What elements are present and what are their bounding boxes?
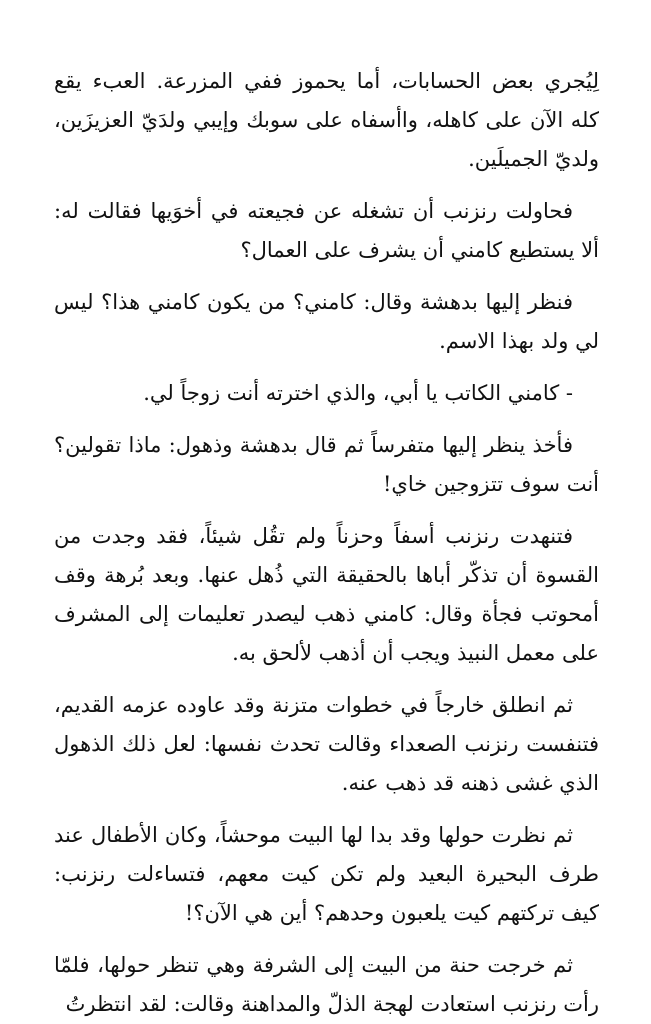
- paragraph: فتنهدت رنزنب أسفاً وحزناً ولم تقُل شيئاً، فقد وجدت من القسوة أن تذكّر أباها بالحقيقة التي ذُهل عنها. وبعد بُرهة وقف أمحوتب فجأة وقال: كامني ذهب ليصدر تعليمات إلى المشرف على معمل النبيذ ويجب أن أذهب لألحق به.: [54, 524, 599, 665]
- paragraph: فأخذ ينظر إليها متفرساً ثم قال بدهشة وذهول: ماذا تقولين؟ أنت سوف تتزوجين خاي!: [54, 433, 599, 496]
- paragraph: لِيُجري بعض الحسابات، أما يحموز ففي المزرعة. العبء يقع كله الآن على كاهله، واأسفاه على سوبك وإيبي ولدَيّ العزيزَين، ولديّ الجميلَين.: [54, 69, 599, 171]
- paragraph: فحاولت رنزنب أن تشغله عن فجيعته في أخوَيها فقالت له: ألا يستطيع كامني أن يشرف على العمال؟: [54, 199, 599, 262]
- dialogue-line: - كامني الكاتب يا أبي، والذي اخترته أنت زوجاً لي.: [143, 381, 573, 405]
- paragraph: ثم نظرت حولها وقد بدا لها البيت موحشاً، وكان الأطفال عند طرف البحيرة البعيد ولم تكن كيت معهم، فتساءلت رنزنب: كيف تركتهم كيت يلعبون وحدهم؟ أين هي الآن؟!: [54, 823, 599, 925]
- paragraph: فنظر إليها بدهشة وقال: كامني؟ من يكون كامني هذا؟ ليس لي ولد بهذا الاسم.: [54, 290, 599, 353]
- paragraph: ثم خرجت حنة من البيت إلى الشرفة وهي تنظر حولها، فلمّا رأت رنزنب استعادت لهجة الذلّ والمداهنة وقالت: لقد انتظرتُ: [54, 953, 599, 1016]
- paragraph: ثم انطلق خارجاً في خطوات متزنة وقد عاوده عزمه القديم، فتنفست رنزنب الصعداء وقالت تحدث نفسها: لعل ذلك الذهول الذي غشى ذهنه قد ذهب عنه.: [54, 693, 599, 795]
